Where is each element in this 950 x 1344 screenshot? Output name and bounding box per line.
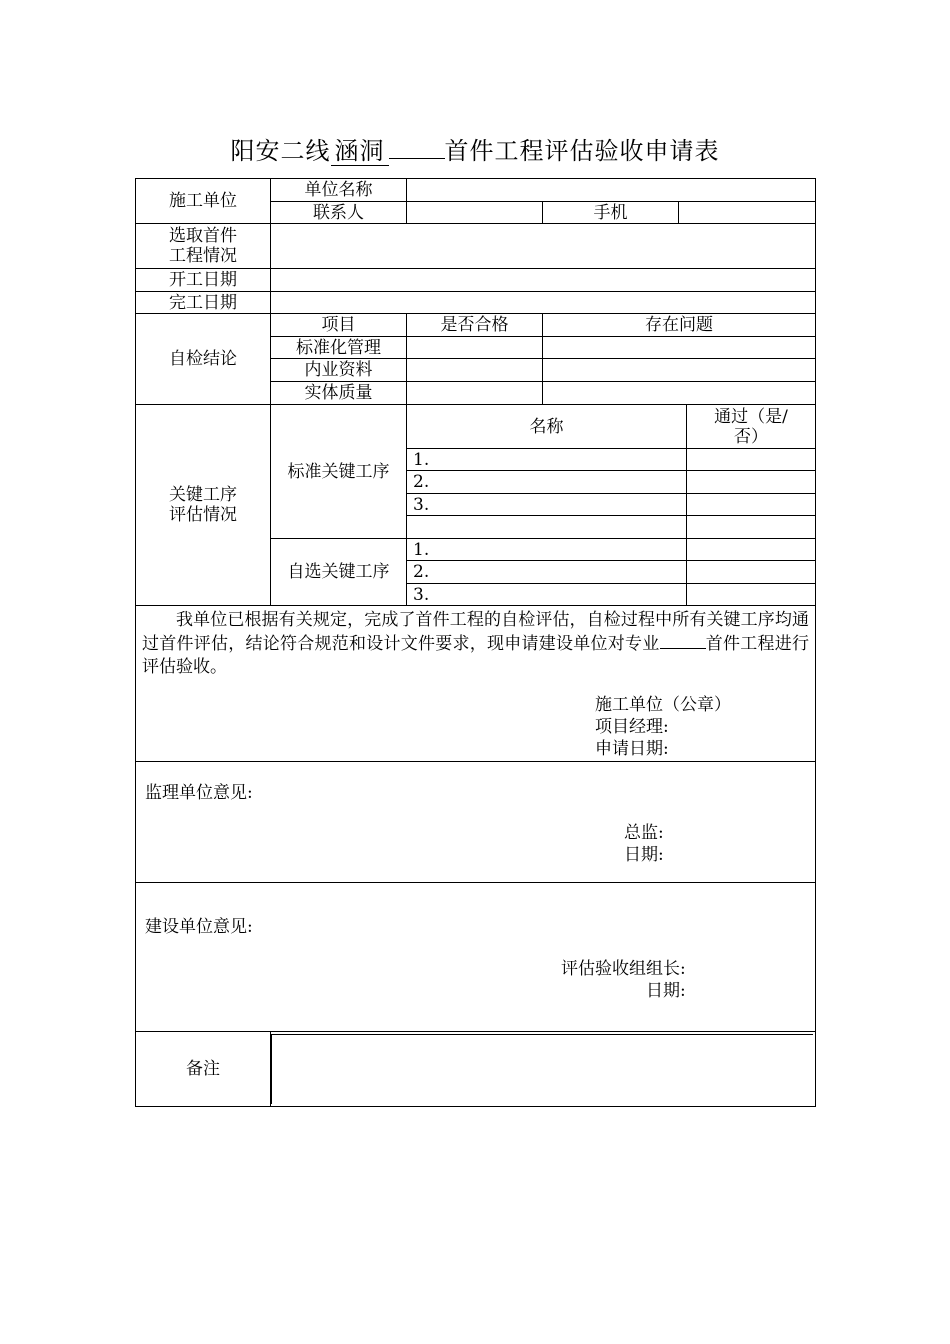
optional-process-name-field[interactable]: 3. [407,584,687,606]
first-piece-field[interactable] [271,224,816,269]
finish-date-label: 完工日期 [136,292,271,314]
self-check-qualified-field[interactable] [407,359,543,382]
specialty-blank[interactable] [660,632,706,649]
standard-key-process-label: 标准关键工序 [271,405,407,539]
optional-process-name-field[interactable]: 1. [407,539,687,561]
phone-label: 手机 [543,202,679,224]
owner-signature-block [561,958,686,1002]
unit-name-label: 单位名称 [271,179,407,202]
remarks-cell [271,1032,816,1107]
construction-seal-label: 施工单位（公章） [595,695,731,715]
self-check-problems-field[interactable] [543,382,816,405]
application-text-part1: 我单位已根据有关规定，完成了首件工程的自检评估，自检过程中所有关键工序均通过首件评估，结论符合规范和设计文件要求，现申请建设单位对专业 [142,610,809,654]
application-signature-block [595,694,731,760]
application-form-table [135,178,816,1107]
standard-process-pass-field[interactable] [687,449,816,471]
self-check-item-documents: 内业资料 [271,359,407,382]
process-name-header: 名称 [407,405,687,449]
apply-date-label: 申请日期: [595,739,669,759]
self-check-header-problems: 存在问题 [543,314,816,337]
remarks-field[interactable] [271,1034,813,1104]
standard-process-name-field[interactable]: 3. [407,494,687,516]
optional-process-pass-field[interactable] [687,539,816,561]
title-suffix: 首件工程评估验收申请表 [444,137,720,165]
key-process-label-line1: 关键工序 [169,485,237,505]
self-check-problems-field[interactable] [543,337,816,359]
supervision-date-label: 日期: [624,845,664,865]
project-manager-label: 项目经理: [595,717,669,737]
optional-process-name-field[interactable]: 2. [407,561,687,584]
owner-date-label: 日期: [646,981,686,1001]
contact-field[interactable] [407,202,543,224]
start-date-field[interactable] [271,269,816,292]
owner-opinion-label: 建设单位意见: [145,917,253,937]
supervision-opinion-label: 监理单位意见: [145,783,253,803]
supervision-signature-block [624,822,664,866]
standard-process-pass-field[interactable] [687,516,816,539]
key-process-label-line2: 评估情况 [169,505,237,525]
pass-header [687,405,816,449]
self-check-item-standardization: 标准化管理 [271,337,407,359]
title-prefix: 阳安二线 [230,137,331,165]
first-piece-label-line2: 工程情况 [169,246,237,266]
evaluation-leader-label: 评估验收组组长: [561,959,686,979]
standard-process-name-field[interactable] [407,516,687,539]
phone-field[interactable] [679,202,816,224]
title-blank-extra[interactable] [389,158,445,159]
application-statement-cell [136,606,816,762]
optional-process-pass-field[interactable] [687,561,816,584]
self-check-label: 自检结论 [136,314,271,405]
supervision-opinion-cell[interactable] [136,762,816,883]
chief-supervisor-label: 总监: [624,823,664,843]
title-blank-project[interactable]: 涵洞 [331,137,389,166]
owner-opinion-cell[interactable] [136,883,816,1032]
standard-process-pass-field[interactable] [687,471,816,494]
first-piece-label-line1: 选取首件 [169,226,237,246]
start-date-label: 开工日期 [136,269,271,292]
optional-process-pass-field[interactable] [687,584,816,606]
self-check-qualified-field[interactable] [407,337,543,359]
pass-header-line1: 通过（是/ [714,406,788,427]
standard-process-name-field[interactable]: 2. [407,471,687,494]
first-piece-label [136,224,271,269]
optional-key-process-label: 自选关键工序 [271,539,407,606]
self-check-header-item: 项目 [271,314,407,337]
application-text-part2: 首件工程进行评估验收。 [142,634,809,677]
remarks-label: 备注 [136,1032,271,1107]
self-check-problems-field[interactable] [543,359,816,382]
application-statement [142,606,809,679]
unit-name-field[interactable] [407,179,816,202]
contact-label: 联系人 [271,202,407,224]
self-check-qualified-field[interactable] [407,382,543,405]
key-process-label [136,405,271,606]
form-title [0,134,950,168]
standard-process-pass-field[interactable] [687,494,816,516]
self-check-header-qualified: 是否合格 [407,314,543,337]
self-check-item-quality: 实体质量 [271,382,407,405]
finish-date-field[interactable] [271,292,816,314]
pass-header-line2: 否） [734,426,768,447]
construction-unit-label: 施工单位 [136,179,271,224]
standard-process-name-field[interactable]: 1. [407,449,687,471]
